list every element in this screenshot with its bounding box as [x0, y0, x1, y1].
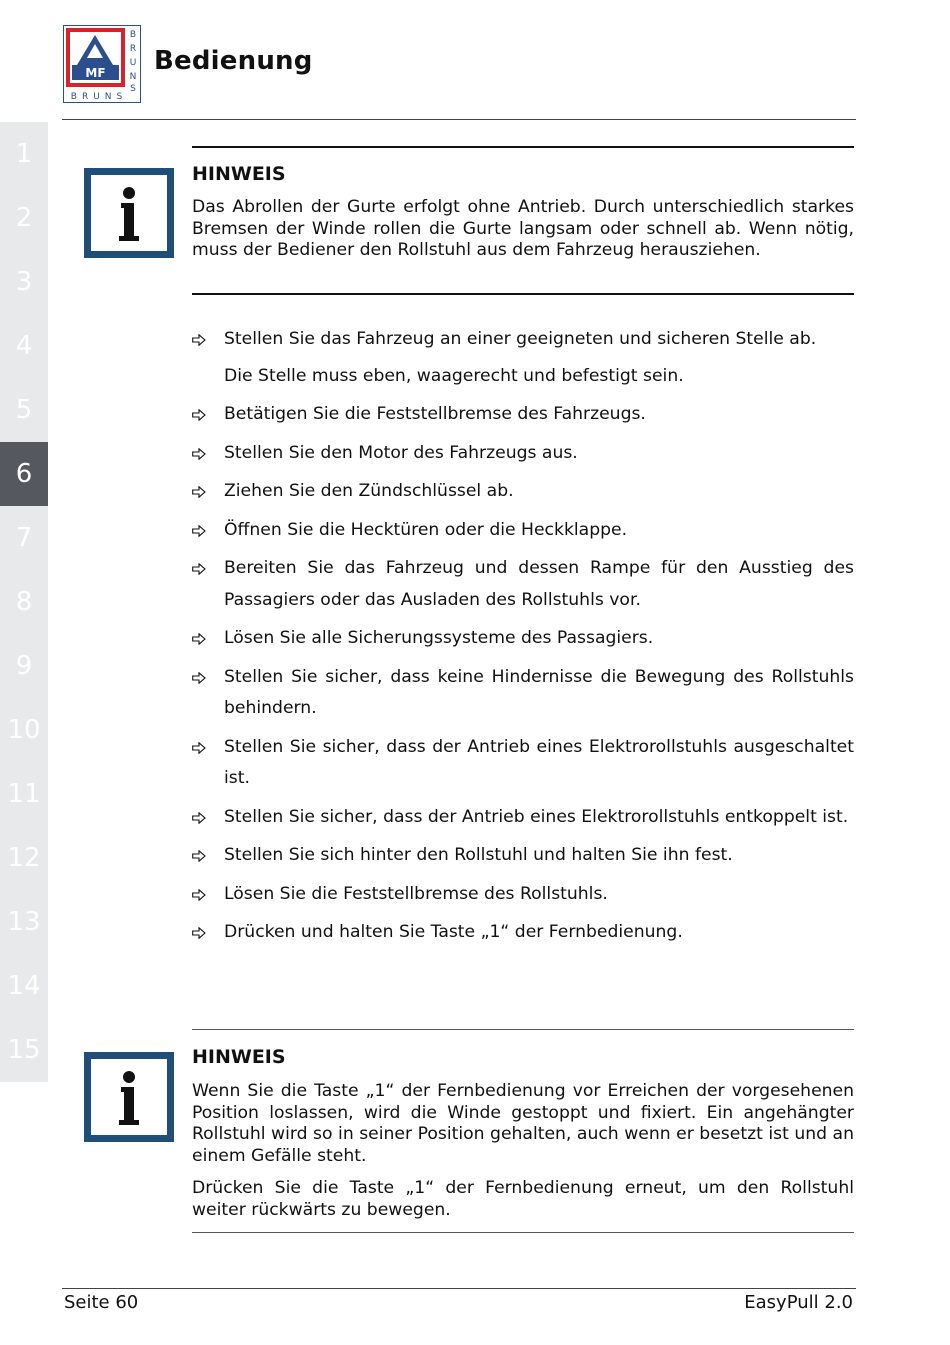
- chapter-tab-8[interactable]: 8: [0, 570, 48, 634]
- product-name: EasyPull 2.0: [744, 1292, 853, 1313]
- chapter-tabs: [0, 122, 48, 1082]
- chapter-tab-5[interactable]: 5: [0, 378, 48, 442]
- step-item: [192, 399, 854, 431]
- step-text: Lösen Sie alle Sicherungssysteme des Passagiers.: [224, 628, 654, 648]
- svg-text:N: N: [129, 72, 137, 82]
- amf-bruns-logo: [63, 25, 141, 103]
- footer-divider: [62, 1288, 856, 1289]
- svg-text:U: U: [129, 58, 137, 68]
- svg-text:S: S: [130, 84, 136, 94]
- notice-text: Das Abrollen der Gurte erfolgt ohne Antrieb. Durch unterschiedlich starkes Bremsen der Winde rollen die Gurte langsam oder schnell ab. Wenn nötig, muss der Bediener den Rollstuhl aus dem Fahrzeug herausziehen.: [192, 197, 854, 260]
- step-item: [192, 553, 854, 616]
- svg-text:MF: MF: [85, 66, 106, 80]
- chapter-tab-15[interactable]: 15: [0, 1018, 48, 1082]
- step-item: [192, 879, 854, 911]
- arrow-right-icon: [192, 732, 210, 764]
- chapter-tab-11[interactable]: 11: [0, 762, 48, 826]
- step-text: Bereiten Sie das Fahrzeug und dessen Rampe für den Ausstieg des Passagiers oder das Ausladen des Rollstuhls vor.: [224, 558, 854, 610]
- chapter-tab-4[interactable]: 4: [0, 314, 48, 378]
- step-item: [192, 324, 854, 356]
- step-item: [192, 662, 854, 725]
- step-item: [192, 732, 854, 795]
- step-text: Lösen Sie die Feststellbremse des Rollstuhls.: [224, 883, 608, 904]
- step-text: Die Stelle muss eben, waagerecht und befestigt sein.: [224, 365, 684, 386]
- chapter-tab-13[interactable]: 13: [0, 890, 48, 954]
- chapter-tab-9[interactable]: 9: [0, 634, 48, 698]
- chapter-tab-14[interactable]: 14: [0, 954, 48, 1018]
- chapter-tab-2[interactable]: 2: [0, 186, 48, 250]
- arrow-right-icon: [192, 438, 210, 470]
- arrow-right-icon: [192, 662, 210, 694]
- step-text: Betätigen Sie die Feststellbremse des Fahrzeugs.: [224, 404, 646, 424]
- arrow-right-icon: [192, 879, 210, 911]
- chapter-tab-6[interactable]: 6: [0, 442, 48, 506]
- svg-text:BRUNS: BRUNS: [70, 92, 128, 102]
- svg-text:B: B: [129, 30, 137, 40]
- step-text: Ziehen Sie den Zündschlüssel ab.: [224, 481, 514, 501]
- notice-bottom-rule: [192, 1232, 854, 1233]
- chapter-tab-10[interactable]: 10: [0, 698, 48, 762]
- step-item: [192, 515, 854, 547]
- arrow-right-icon: [192, 802, 210, 834]
- header-divider: [62, 119, 856, 120]
- step-item: [192, 840, 854, 872]
- step-item: [192, 438, 854, 470]
- step-text: Stellen Sie den Motor des Fahrzeugs aus.: [224, 442, 578, 463]
- arrow-right-icon: [192, 324, 210, 356]
- step-text: Drücken und halten Sie Taste „1“ der Fernbedienung.: [224, 922, 683, 942]
- step-text: Stellen Sie das Fahrzeug an einer geeigneten und sicheren Stelle ab.: [224, 329, 817, 349]
- chapter-tab-7[interactable]: 7: [0, 506, 48, 570]
- arrow-right-icon: [192, 840, 210, 872]
- step-text: Stellen Sie sicher, dass der Antrieb eines Elektrorollstuhls entkoppelt ist.: [224, 806, 849, 827]
- step-item: [192, 917, 854, 949]
- notice-heading: HINWEIS: [192, 1046, 286, 1068]
- step-text: Stellen Sie sicher, dass keine Hindernisse die Bewegung des Rollstuhls behindern.: [224, 666, 854, 718]
- info-icon: [84, 1052, 174, 1142]
- step-item: [192, 802, 854, 834]
- page-number: Seite 60: [64, 1292, 139, 1313]
- chapter-tab-1[interactable]: 1: [0, 122, 48, 186]
- arrow-right-icon: [192, 553, 210, 585]
- notice-bottom-rule: [192, 293, 854, 295]
- step-text: Stellen Sie sicher, dass der Antrieb eines Elektrorollstuhls ausgeschaltet ist.: [224, 736, 854, 788]
- arrow-right-icon: [192, 623, 210, 655]
- instruction-steps: [192, 324, 854, 956]
- notice-text: Wenn Sie die Taste „1“ der Fernbedienung vor Erreichen der vorgesehenen Position loslassen, wird die Winde gestoppt und fixiert. Ein angehängter Rollstuhl wird so in seiner Position gehalten, auch wenn er besetzt ist und an einem Gefälle steht.: [192, 1081, 854, 1166]
- arrow-right-icon: [192, 515, 210, 547]
- arrow-right-icon: [192, 399, 210, 431]
- notice-heading: HINWEIS: [192, 163, 286, 185]
- chapter-tab-12[interactable]: 12: [0, 826, 48, 890]
- page-title: Bedienung: [154, 46, 313, 76]
- arrow-right-icon: [192, 476, 210, 508]
- notice-text: Drücken Sie die Taste „1“ der Fernbedienung erneut, um den Rollstuhl weiter rückwärts zu bewegen.: [192, 1178, 854, 1220]
- arrow-right-icon: [192, 917, 210, 949]
- svg-text:R: R: [129, 44, 137, 54]
- step-item: [192, 623, 854, 655]
- step-note: [192, 361, 854, 393]
- info-icon: [84, 168, 174, 258]
- step-text: Öffnen Sie die Hecktüren oder die Heckklappe.: [224, 519, 628, 540]
- notice-top-rule: [192, 146, 854, 148]
- step-text: Stellen Sie sich hinter den Rollstuhl und halten Sie ihn fest.: [224, 845, 733, 865]
- notice-top-rule: [192, 1029, 854, 1030]
- step-item: [192, 476, 854, 508]
- chapter-tab-3[interactable]: 3: [0, 250, 48, 314]
